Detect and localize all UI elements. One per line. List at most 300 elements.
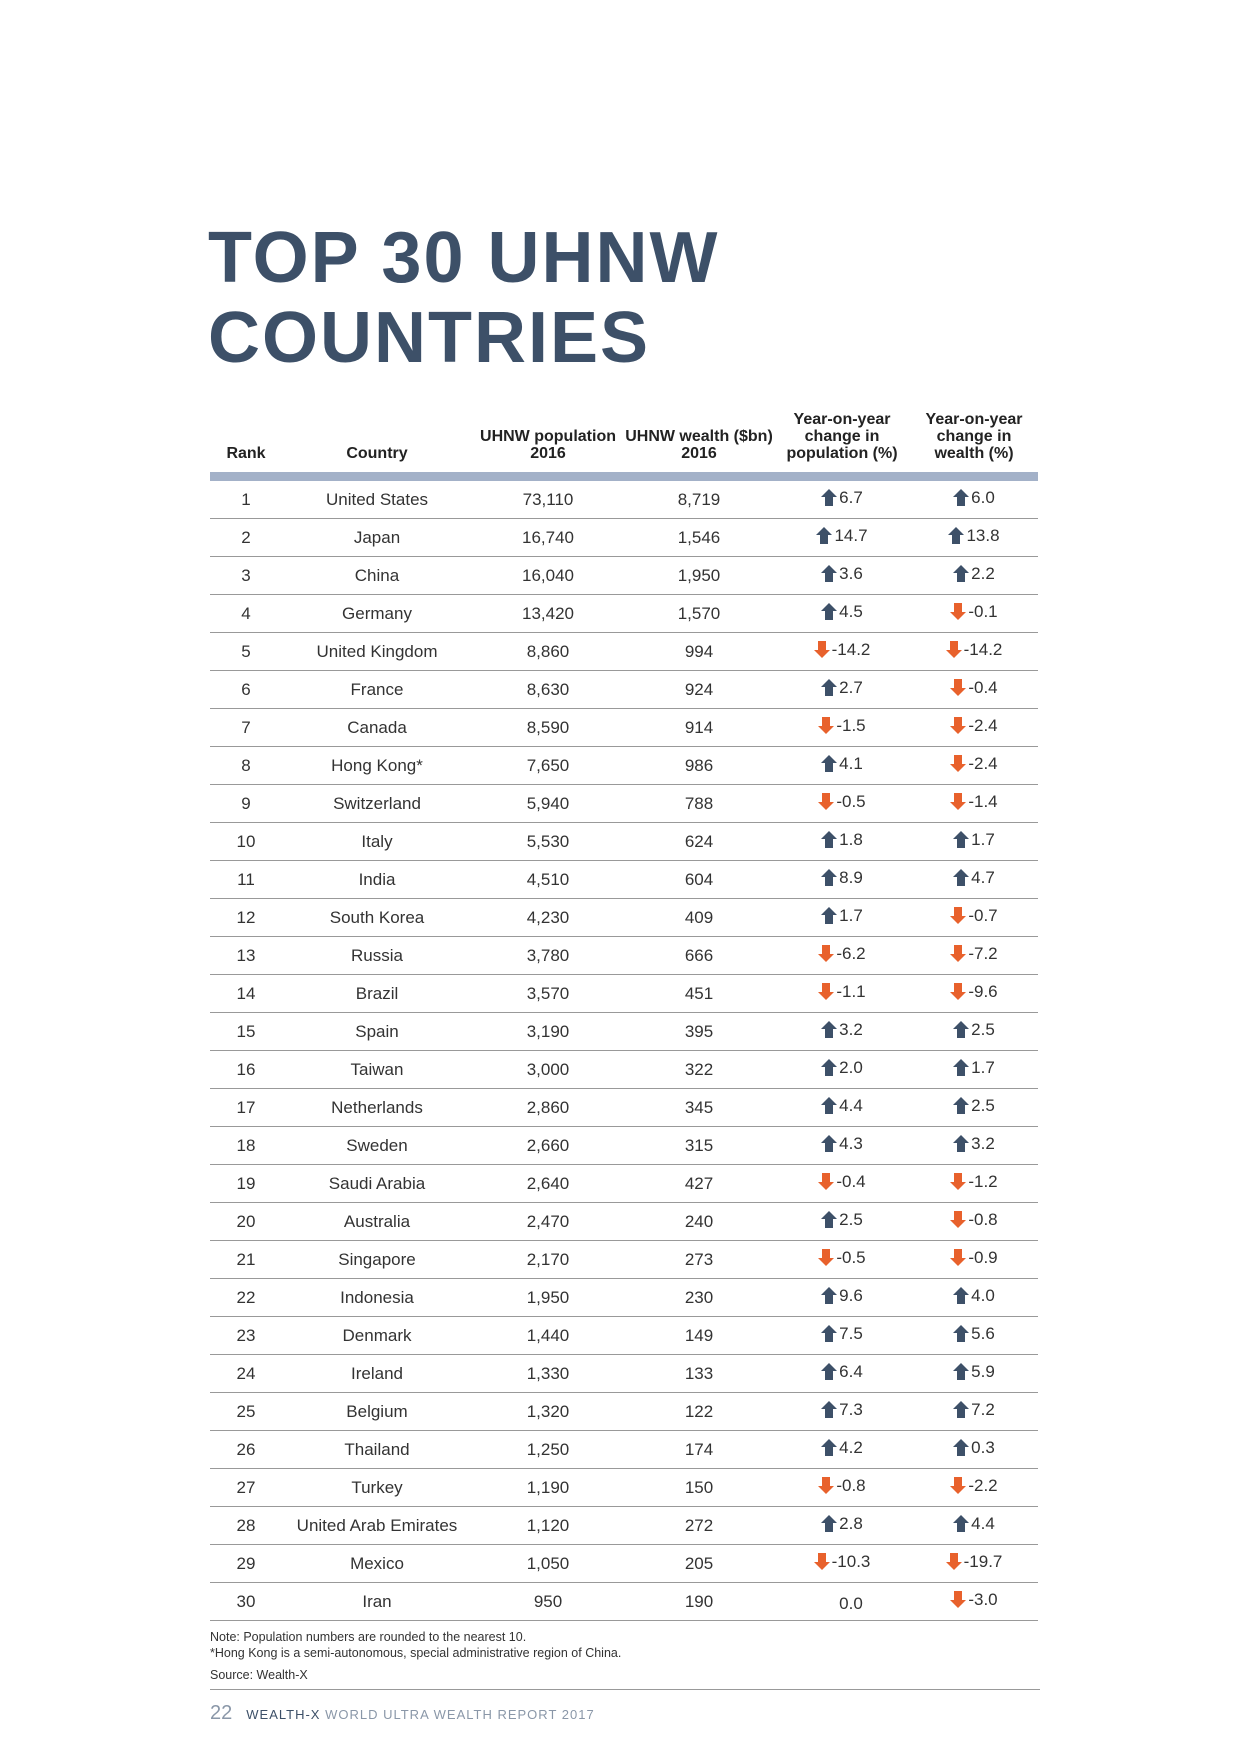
change-indicator	[821, 906, 863, 926]
population-cell: 13,420	[472, 595, 624, 633]
country-cell: Singapore	[282, 1241, 472, 1279]
change-value: -2.4	[968, 753, 998, 773]
page-title	[208, 218, 719, 378]
country-cell: Switzerland	[282, 785, 472, 823]
change-value: 2.7	[839, 677, 863, 697]
change-indicator	[821, 1058, 863, 1078]
arrow-down-icon	[950, 1249, 966, 1266]
table-notes	[210, 1629, 1040, 1661]
change-indicator	[953, 1020, 995, 1040]
population-change-cell	[774, 1469, 910, 1507]
change-indicator	[953, 1324, 995, 1344]
source-note: Source: Wealth-X	[210, 1668, 308, 1682]
change-value: -1.2	[968, 1171, 998, 1191]
change-indicator	[821, 1362, 863, 1382]
change-value: 2.8	[839, 1513, 863, 1533]
arrow-down-icon	[950, 983, 966, 1000]
change-indicator	[950, 792, 997, 812]
wealth-change-cell	[910, 975, 1038, 1013]
wealth-cell: 409	[624, 899, 774, 937]
country-cell: Germany	[282, 595, 472, 633]
change-value: 4.4	[971, 1513, 995, 1533]
table-row	[210, 633, 1038, 671]
wealth-cell: 395	[624, 1013, 774, 1051]
table-row	[210, 1431, 1038, 1469]
population-change-cell	[774, 823, 910, 861]
wealth-change-cell	[910, 1051, 1038, 1089]
arrow-up-icon	[953, 869, 969, 886]
rank-cell: 19	[210, 1165, 282, 1203]
change-value: -0.4	[968, 677, 998, 697]
population-cell: 1,250	[472, 1431, 624, 1469]
country-cell: Mexico	[282, 1545, 472, 1583]
rank-cell: 2	[210, 519, 282, 557]
change-indicator	[948, 526, 999, 546]
population-change-cell	[774, 557, 910, 595]
rank-cell: 18	[210, 1127, 282, 1165]
change-indicator	[818, 982, 865, 1002]
arrow-down-icon	[950, 1591, 966, 1608]
rank-cell: 24	[210, 1355, 282, 1393]
change-indicator	[821, 1400, 863, 1420]
change-indicator	[818, 716, 865, 736]
change-value: -0.7	[968, 905, 998, 925]
population-cell: 1,330	[472, 1355, 624, 1393]
table-row	[210, 1127, 1038, 1165]
table-row	[210, 1013, 1038, 1051]
change-value: 7.3	[839, 1399, 863, 1419]
arrow-up-icon	[953, 565, 969, 582]
change-indicator	[953, 1438, 995, 1458]
change-indicator	[950, 754, 997, 774]
country-cell: Brazil	[282, 975, 472, 1013]
wealth-cell: 8,719	[624, 481, 774, 519]
change-value: 4.7	[971, 867, 995, 887]
change-indicator	[953, 488, 995, 508]
change-indicator	[821, 1134, 863, 1154]
arrow-up-icon	[821, 1515, 837, 1532]
change-value: -14.2	[831, 639, 871, 659]
population-cell: 3,000	[472, 1051, 624, 1089]
change-value: -6.2	[836, 943, 866, 963]
arrow-up-icon	[953, 1097, 969, 1114]
change-indicator	[950, 1172, 997, 1192]
arrow-down-icon	[950, 907, 966, 924]
wealth-change-cell	[910, 1089, 1038, 1127]
population-cell: 8,630	[472, 671, 624, 709]
change-value: 4.2	[839, 1437, 863, 1457]
wealth-cell: 427	[624, 1165, 774, 1203]
country-cell: United Arab Emirates	[282, 1507, 472, 1545]
change-indicator	[821, 1210, 863, 1230]
arrow-down-icon	[814, 641, 830, 658]
arrow-down-icon	[950, 945, 966, 962]
table-row	[210, 861, 1038, 899]
change-indicator	[953, 1058, 995, 1078]
change-indicator	[953, 830, 995, 850]
change-indicator	[946, 1552, 1003, 1572]
wealth-cell: 133	[624, 1355, 774, 1393]
table-row	[210, 823, 1038, 861]
population-change-cell	[774, 1507, 910, 1545]
rank-cell: 8	[210, 747, 282, 785]
country-cell: Spain	[282, 1013, 472, 1051]
wealth-cell: 924	[624, 671, 774, 709]
title-line-1: TOP 30 UHNW	[208, 218, 720, 298]
page-content	[210, 392, 1040, 1724]
change-indicator	[950, 944, 997, 964]
change-indicator	[818, 1172, 865, 1192]
change-value: -2.4	[968, 715, 998, 735]
change-value: 7.2	[971, 1399, 995, 1419]
arrow-up-icon	[821, 679, 837, 696]
change-indicator	[821, 1324, 863, 1344]
arrow-down-icon	[818, 983, 834, 1000]
change-value: 3.6	[839, 563, 863, 583]
population-change-cell	[774, 785, 910, 823]
arrow-down-icon	[814, 1553, 830, 1570]
wealth-change-cell	[910, 1279, 1038, 1317]
wealth-cell: 190	[624, 1583, 774, 1621]
change-value: 3.2	[839, 1019, 863, 1039]
wealth-change-cell	[910, 671, 1038, 709]
population-cell: 2,860	[472, 1089, 624, 1127]
arrow-up-icon	[821, 603, 837, 620]
change-value: 6.4	[839, 1361, 863, 1381]
rank-cell: 10	[210, 823, 282, 861]
change-value: 13.8	[966, 525, 1000, 545]
arrow-up-icon	[953, 1135, 969, 1152]
country-cell: Japan	[282, 519, 472, 557]
change-value: 5.9	[971, 1361, 995, 1381]
change-indicator	[818, 1248, 865, 1268]
change-value: -9.6	[968, 981, 998, 1001]
change-indicator	[821, 602, 863, 622]
rank-cell: 3	[210, 557, 282, 595]
change-value: -1.5	[836, 715, 866, 735]
page-footer	[210, 1702, 1040, 1724]
table-row	[210, 1317, 1038, 1355]
change-indicator	[953, 1400, 995, 1420]
change-indicator	[818, 1476, 865, 1496]
rank-cell: 14	[210, 975, 282, 1013]
change-indicator	[821, 678, 863, 698]
population-change-cell	[774, 1241, 910, 1279]
footer-report-name: WORLD ULTRA WEALTH REPORT 2017	[320, 1707, 595, 1722]
country-cell: India	[282, 861, 472, 899]
population-change-cell	[774, 1393, 910, 1431]
table-row	[210, 785, 1038, 823]
change-indicator	[814, 640, 871, 660]
change-value: -2.2	[968, 1475, 998, 1495]
change-value: 0.3	[971, 1437, 995, 1457]
wealth-change-cell	[910, 709, 1038, 747]
arrow-up-icon	[953, 1401, 969, 1418]
arrow-down-icon	[818, 717, 834, 734]
table-row	[210, 1279, 1038, 1317]
change-value: 2.5	[839, 1209, 863, 1229]
change-indicator	[950, 982, 997, 1002]
change-value: -0.5	[836, 1247, 866, 1267]
change-indicator	[953, 1134, 995, 1154]
change-indicator	[821, 1514, 863, 1534]
country-cell: Hong Kong*	[282, 747, 472, 785]
change-value: -0.8	[968, 1209, 998, 1229]
table-row	[210, 937, 1038, 975]
change-value: 8.9	[839, 867, 863, 887]
country-cell: Netherlands	[282, 1089, 472, 1127]
arrow-down-icon	[946, 1553, 962, 1570]
country-cell: Italy	[282, 823, 472, 861]
change-value: -0.4	[836, 1171, 866, 1191]
population-cell: 1,440	[472, 1317, 624, 1355]
wealth-cell: 666	[624, 937, 774, 975]
change-value: 7.5	[839, 1323, 863, 1343]
change-indicator	[950, 1476, 997, 1496]
rank-cell: 29	[210, 1545, 282, 1583]
arrow-down-icon	[818, 793, 834, 810]
wealth-change-cell	[910, 1203, 1038, 1241]
change-indicator	[950, 1248, 997, 1268]
wealth-cell: 788	[624, 785, 774, 823]
table-row	[210, 975, 1038, 1013]
country-cell: United States	[282, 481, 472, 519]
change-indicator	[821, 1594, 863, 1614]
population-change-cell	[774, 1431, 910, 1469]
change-value: -3.0	[968, 1589, 998, 1609]
wealth-change-cell	[910, 1431, 1038, 1469]
country-cell: Australia	[282, 1203, 472, 1241]
arrow-up-icon	[821, 565, 837, 582]
header-wealth-change: Year-on-year change in wealth (%)	[925, 411, 1023, 462]
change-value: 6.7	[839, 487, 863, 507]
change-indicator	[953, 564, 995, 584]
population-cell: 2,170	[472, 1241, 624, 1279]
wealth-change-cell	[910, 1165, 1038, 1203]
footer-title	[246, 1706, 594, 1724]
arrow-up-icon	[821, 1401, 837, 1418]
change-indicator	[814, 1552, 871, 1572]
table-row	[210, 519, 1038, 557]
change-value: 4.0	[971, 1285, 995, 1305]
change-value: 1.8	[839, 829, 863, 849]
wealth-cell: 149	[624, 1317, 774, 1355]
wealth-change-cell	[910, 595, 1038, 633]
wealth-change-cell	[910, 1127, 1038, 1165]
change-indicator	[953, 1286, 995, 1306]
wealth-cell: 315	[624, 1127, 774, 1165]
arrow-down-icon	[950, 755, 966, 772]
wealth-cell: 624	[624, 823, 774, 861]
wealth-cell: 1,546	[624, 519, 774, 557]
note-rounding: Note: Population numbers are rounded to the nearest 10.	[210, 1630, 527, 1644]
rank-cell: 4	[210, 595, 282, 633]
population-cell: 5,530	[472, 823, 624, 861]
population-cell: 2,470	[472, 1203, 624, 1241]
header-wealth: UHNW wealth ($bn) 2016	[625, 428, 773, 462]
change-value: 14.7	[834, 525, 868, 545]
header-population: UHNW population 2016	[480, 428, 616, 462]
population-change-cell	[774, 1203, 910, 1241]
wealth-change-cell	[910, 1013, 1038, 1051]
arrow-down-icon	[950, 1477, 966, 1494]
rank-cell: 20	[210, 1203, 282, 1241]
rank-cell: 27	[210, 1469, 282, 1507]
arrow-down-icon	[946, 641, 962, 658]
population-change-cell	[774, 1089, 910, 1127]
population-cell: 2,660	[472, 1127, 624, 1165]
wealth-change-cell	[910, 1241, 1038, 1279]
change-indicator	[946, 640, 1003, 660]
uhnw-countries-table	[210, 392, 1038, 1621]
arrow-down-icon	[950, 679, 966, 696]
change-indicator	[950, 906, 997, 926]
population-change-cell	[774, 709, 910, 747]
change-value: 1.7	[839, 905, 863, 925]
rank-cell: 25	[210, 1393, 282, 1431]
wealth-cell: 240	[624, 1203, 774, 1241]
change-value: 2.0	[839, 1057, 863, 1077]
table-header-row	[210, 392, 1038, 472]
population-change-cell	[774, 1279, 910, 1317]
population-cell: 73,110	[472, 481, 624, 519]
wealth-cell: 272	[624, 1507, 774, 1545]
table-row	[210, 595, 1038, 633]
arrow-up-icon	[821, 489, 837, 506]
arrow-up-icon	[821, 1059, 837, 1076]
rank-cell: 1	[210, 481, 282, 519]
wealth-cell: 345	[624, 1089, 774, 1127]
table-row	[210, 1507, 1038, 1545]
country-cell: Taiwan	[282, 1051, 472, 1089]
country-cell: United Kingdom	[282, 633, 472, 671]
change-value: -1.4	[968, 791, 998, 811]
population-cell: 4,230	[472, 899, 624, 937]
arrow-up-icon	[953, 1287, 969, 1304]
header-population-change: Year-on-year change in population (%)	[786, 411, 898, 462]
population-cell: 16,040	[472, 557, 624, 595]
wealth-change-cell	[910, 633, 1038, 671]
change-indicator	[953, 868, 995, 888]
wealth-cell: 122	[624, 1393, 774, 1431]
population-cell: 5,940	[472, 785, 624, 823]
change-indicator	[818, 944, 865, 964]
population-cell: 1,120	[472, 1507, 624, 1545]
table-row	[210, 671, 1038, 709]
arrow-up-icon	[821, 1097, 837, 1114]
change-indicator	[953, 1362, 995, 1382]
wealth-cell: 994	[624, 633, 774, 671]
country-cell: South Korea	[282, 899, 472, 937]
rank-cell: 22	[210, 1279, 282, 1317]
change-value: 6.0	[971, 487, 995, 507]
population-cell: 4,510	[472, 861, 624, 899]
population-change-cell	[774, 595, 910, 633]
population-change-cell	[774, 1355, 910, 1393]
population-cell: 1,320	[472, 1393, 624, 1431]
change-indicator	[821, 1096, 863, 1116]
change-indicator	[821, 830, 863, 850]
change-value: -14.2	[963, 639, 1003, 659]
arrow-up-icon	[948, 527, 964, 544]
rank-cell: 15	[210, 1013, 282, 1051]
arrow-down-icon	[818, 1477, 834, 1494]
arrow-up-icon	[821, 1135, 837, 1152]
rank-cell: 21	[210, 1241, 282, 1279]
change-indicator	[821, 564, 863, 584]
change-indicator	[950, 602, 997, 622]
wealth-change-cell	[910, 937, 1038, 975]
arrow-up-icon	[816, 527, 832, 544]
change-indicator	[821, 1020, 863, 1040]
country-cell: Russia	[282, 937, 472, 975]
table-row	[210, 899, 1038, 937]
population-change-cell	[774, 481, 910, 519]
arrow-up-icon	[953, 489, 969, 506]
table-row	[210, 1203, 1038, 1241]
arrow-up-icon	[821, 1363, 837, 1380]
wealth-change-cell	[910, 557, 1038, 595]
change-value: 2.5	[971, 1095, 995, 1115]
rank-cell: 26	[210, 1431, 282, 1469]
wealth-cell: 451	[624, 975, 774, 1013]
change-indicator	[821, 488, 863, 508]
change-value: 2.5	[971, 1019, 995, 1039]
population-change-cell	[774, 899, 910, 937]
arrow-up-icon	[953, 831, 969, 848]
change-value: -0.8	[836, 1475, 866, 1495]
change-indicator	[950, 716, 997, 736]
wealth-cell: 273	[624, 1241, 774, 1279]
table-row	[210, 1089, 1038, 1127]
arrow-up-icon	[953, 1363, 969, 1380]
table-row	[210, 1241, 1038, 1279]
population-cell: 8,860	[472, 633, 624, 671]
change-value: 3.2	[971, 1133, 995, 1153]
population-change-cell	[774, 519, 910, 557]
population-cell: 7,650	[472, 747, 624, 785]
change-value: -0.5	[836, 791, 866, 811]
arrow-down-icon	[950, 793, 966, 810]
change-value: -0.1	[968, 601, 998, 621]
arrow-down-icon	[950, 603, 966, 620]
country-cell: Canada	[282, 709, 472, 747]
arrow-up-icon	[821, 869, 837, 886]
country-cell: Thailand	[282, 1431, 472, 1469]
population-change-cell	[774, 1013, 910, 1051]
change-indicator	[821, 1286, 863, 1306]
arrow-down-icon	[950, 1211, 966, 1228]
rank-cell: 30	[210, 1583, 282, 1621]
population-cell: 3,190	[472, 1013, 624, 1051]
change-value: -1.1	[836, 981, 866, 1001]
population-change-cell	[774, 633, 910, 671]
change-value: 4.3	[839, 1133, 863, 1153]
change-value: 5.6	[971, 1323, 995, 1343]
population-change-cell	[774, 975, 910, 1013]
wealth-cell: 1,570	[624, 595, 774, 633]
table-row	[210, 747, 1038, 785]
footer-brand: WEALTH-X	[246, 1707, 321, 1722]
change-indicator	[950, 1590, 997, 1610]
arrow-down-icon	[818, 945, 834, 962]
population-cell: 8,590	[472, 709, 624, 747]
population-change-cell	[774, 1165, 910, 1203]
wealth-cell: 150	[624, 1469, 774, 1507]
population-change-cell	[774, 671, 910, 709]
change-value: -19.7	[963, 1551, 1003, 1571]
change-value: 4.1	[839, 753, 863, 773]
